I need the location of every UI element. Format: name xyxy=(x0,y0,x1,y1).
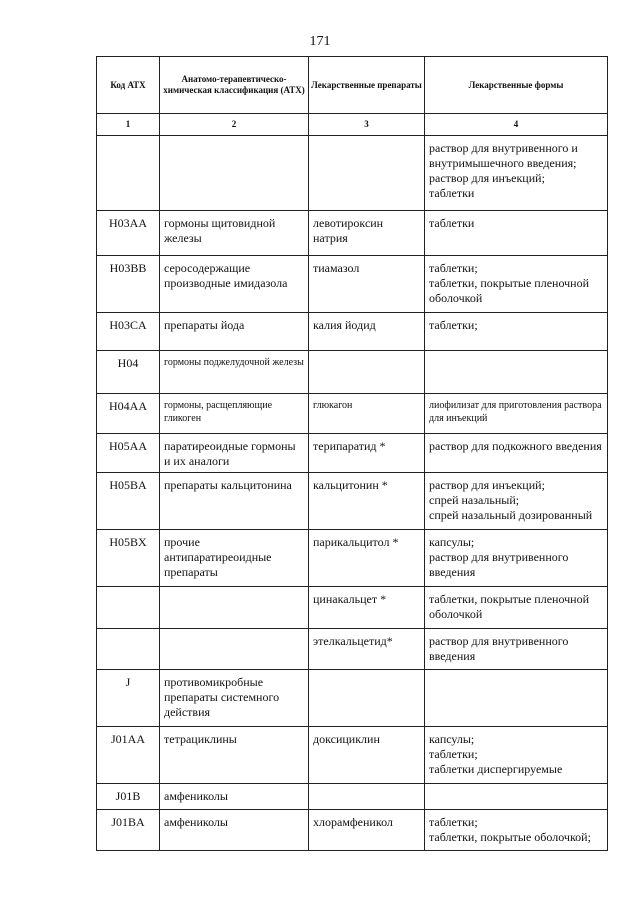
atc-group-cell: гормоны щитовидной железы xyxy=(160,211,309,256)
drug-cell: кальцитонин * xyxy=(309,473,425,530)
table-row xyxy=(97,313,608,351)
drug-cell xyxy=(309,784,425,810)
form-line: таблетки, покрытые оболочкой; xyxy=(429,830,591,844)
header-drugs: Лекарственные препараты xyxy=(309,57,425,114)
table-row xyxy=(97,473,608,530)
forms-cell xyxy=(425,256,608,313)
atc-group-cell: препараты кальцитонина xyxy=(160,473,309,530)
form-line: раствор для внутривенного введения xyxy=(429,550,569,579)
column-number: 4 xyxy=(425,114,608,136)
form-line: таблетки, покрытые пленочной оболочкой xyxy=(429,592,590,621)
table-row xyxy=(97,394,608,434)
atc-code-cell xyxy=(97,629,160,670)
form-line: раствор для внутривенного введения xyxy=(429,634,569,663)
atc-code-cell: J01BA xyxy=(97,810,160,851)
form-line: лиофилизат для приготовления раствора для инъекций xyxy=(429,400,602,424)
table-row xyxy=(97,434,608,473)
atc-group-cell xyxy=(160,629,309,670)
form-line: таблетки диспергируемые xyxy=(429,762,563,776)
form-line: таблетки; xyxy=(429,815,478,829)
forms-cell xyxy=(425,351,608,394)
forms-cell xyxy=(425,313,608,351)
header-forms: Лекарственные формы xyxy=(425,57,608,114)
table-row xyxy=(97,351,608,394)
atc-code-cell: H03BB xyxy=(97,256,160,313)
form-line: раствор для инъекций; xyxy=(429,478,545,492)
drug-cell: тиамазол xyxy=(309,256,425,313)
form-line: капсулы; xyxy=(429,535,475,549)
table-row xyxy=(97,136,608,211)
page-number: 171 xyxy=(309,34,331,49)
drug-cell: парикальцитол * xyxy=(309,530,425,587)
atc-group-cell: паратиреоидные гормоны и их аналоги xyxy=(160,434,309,473)
drug-cell xyxy=(309,351,425,394)
drug-cell: левотироксин натрия xyxy=(309,211,425,256)
table-row xyxy=(97,810,608,851)
atc-group-cell: гормоны поджелудочной железы xyxy=(160,351,309,394)
forms-cell xyxy=(425,784,608,810)
atc-code-cell xyxy=(97,136,160,211)
form-line: капсулы; xyxy=(429,732,475,746)
atc-code-cell: H04AA xyxy=(97,394,160,434)
atc-group-cell: препараты йода xyxy=(160,313,309,351)
form-line: таблетки, покрытые пленочной оболочкой xyxy=(429,276,590,305)
forms-cell xyxy=(425,394,608,434)
forms-cell xyxy=(425,530,608,587)
forms-cell xyxy=(425,434,608,473)
table-row xyxy=(97,727,608,784)
atc-code-cell: H05AA xyxy=(97,434,160,473)
form-line: таблетки xyxy=(429,186,475,200)
form-line: спрей назальный; xyxy=(429,493,520,507)
drug-cell: терипаратид * xyxy=(309,434,425,473)
forms-cell xyxy=(425,810,608,851)
form-line: таблетки; xyxy=(429,261,478,275)
form-line: таблетки; xyxy=(429,747,478,761)
header-code: Код АТХ xyxy=(97,57,160,114)
drug-cell: хлорамфеникол xyxy=(309,810,425,851)
atc-code-cell xyxy=(97,587,160,629)
column-number: 2 xyxy=(160,114,309,136)
table-row xyxy=(97,211,608,256)
atc-group-cell: прочие антипаратиреоидные препараты xyxy=(160,530,309,587)
header-row xyxy=(97,57,608,114)
table-row xyxy=(97,587,608,629)
drug-cell: доксициклин xyxy=(309,727,425,784)
atc-group-cell: тетрациклины xyxy=(160,727,309,784)
header-atc-classification: Анатомо-терапевтическо-химическая классификация (АТХ) xyxy=(160,57,309,114)
atc-code-cell: H05BA xyxy=(97,473,160,530)
table-row xyxy=(97,256,608,313)
atc-group-cell: амфениколы xyxy=(160,810,309,851)
atc-group-cell: противомикробные препараты системного действия xyxy=(160,670,309,727)
forms-cell xyxy=(425,211,608,256)
form-line: раствор для инъекций; xyxy=(429,171,545,185)
form-line: раствор для подкожного введения xyxy=(429,439,602,453)
table-row xyxy=(97,670,608,727)
column-number: 1 xyxy=(97,114,160,136)
atc-code-cell: J01B xyxy=(97,784,160,810)
table-row xyxy=(97,629,608,670)
forms-cell xyxy=(425,587,608,629)
drug-cell xyxy=(309,670,425,727)
forms-cell xyxy=(425,727,608,784)
forms-cell xyxy=(425,629,608,670)
forms-cell xyxy=(425,136,608,211)
atc-code-cell: J01AA xyxy=(97,727,160,784)
atc-code-cell: H04 xyxy=(97,351,160,394)
column-number: 3 xyxy=(309,114,425,136)
atc-group-cell xyxy=(160,136,309,211)
form-line: таблетки xyxy=(429,216,475,230)
drug-cell: глюкагон xyxy=(309,394,425,434)
form-line: таблетки; xyxy=(429,318,478,332)
atc-code-cell: H05BX xyxy=(97,530,160,587)
form-line: спрей назальный дозированный xyxy=(429,508,593,522)
form-line: раствор для внутривенного и внутримышечного введения; xyxy=(429,141,578,170)
drug-cell xyxy=(309,136,425,211)
atc-table xyxy=(96,56,608,851)
atc-code-cell: H03CA xyxy=(97,313,160,351)
atc-code-cell: J xyxy=(97,670,160,727)
column-number-row xyxy=(97,114,608,136)
forms-cell xyxy=(425,473,608,530)
atc-group-cell xyxy=(160,587,309,629)
table-row xyxy=(97,530,608,587)
atc-group-cell: серосодержащие производные имидазола xyxy=(160,256,309,313)
atc-group-cell: амфениколы xyxy=(160,784,309,810)
atc-group-cell: гормоны, расщепляющие гликоген xyxy=(160,394,309,434)
atc-code-cell: H03AA xyxy=(97,211,160,256)
forms-cell xyxy=(425,670,608,727)
table-row xyxy=(97,784,608,810)
drug-cell: калия йодид xyxy=(309,313,425,351)
drug-cell: цинакальцет * xyxy=(309,587,425,629)
drug-cell: этелкальцетид* xyxy=(309,629,425,670)
